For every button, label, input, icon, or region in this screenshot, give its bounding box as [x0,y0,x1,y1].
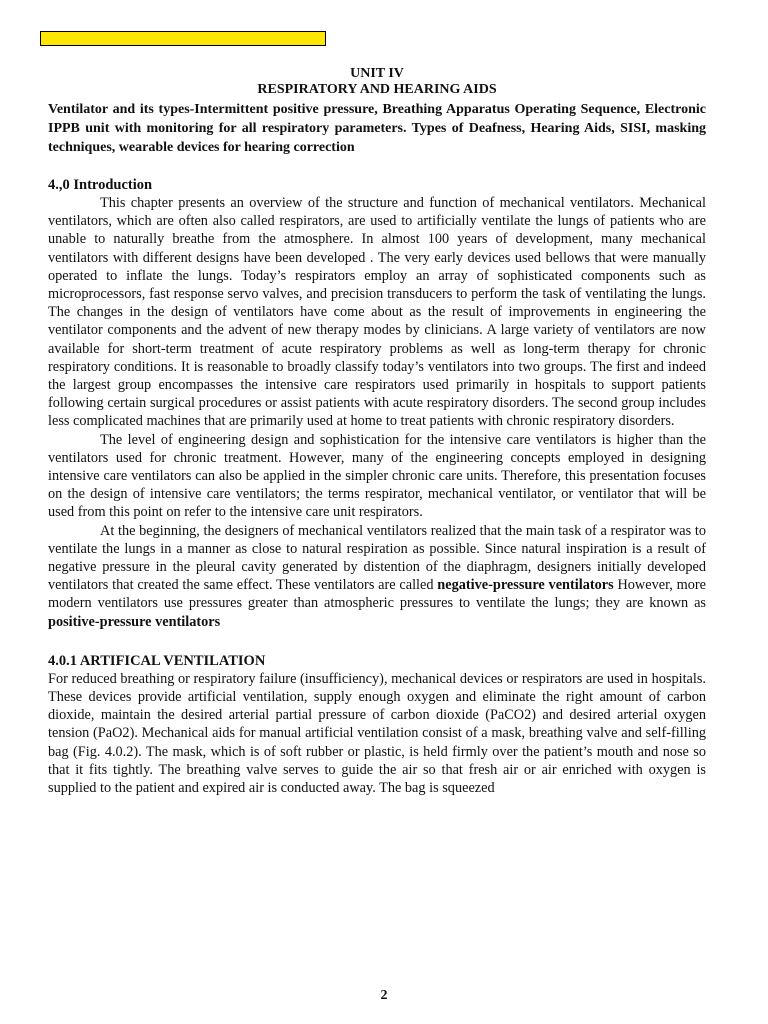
page-number: 2 [380,988,388,1003]
intro-paragraph-1: This chapter presents an overview of the structure and function of mechanical ventilators. Mechanical ventilators, which are often also called respirators, are used to artificially ventilate the lungs of patients who are unable to naturally breathe from the atmosphere. In almost 100 years of development, many mechanical ventilators with different designs have been developed . The very early devices used bellows that were manually operated to inflate the lungs. Today’s respirators employ an array of sophisticated components such as microprocessors, fast response servo valves, and precision transducers to perform the task of ventilating the lungs. The changes in the design of ventilators have come about as the result of improvements in engineering the ventilator components and the advent of new therapy modes by clinicians. A large variety of ventilators are now available for short-term treatment of acute respiratory problems as well as long-term therapy for chronic respiratory conditions. It is reasonable to broadly classify today’s ventilators into two groups. The first and indeed the largest group encompasses the intensive care respirators used primarily in hospitals to support patients following certain surgical procedures or assist patients with acute respiratory disorders. The second group includes less complicated machines that are primarily used at home to treat patients with chronic respiratory disorders. [48,195,706,430]
artificial-ventilation-paragraph-1: For reduced breathing or respiratory failure (insufficiency), mechanical devices or respirators are used in hospitals. These devices provide artificial ventilation, supply enough oxygen and eliminate the right amount of carbon dioxide, maintain the desired arterial partial pressure of carbon dioxide (PaCO2) and desired arterial oxygen tension (PaO2). Mechanical aids for manual artificial ventilation consist of a mask, breathing valve and self-filling bag (Fig. 4.0.2). The mask, which is of soft rubber or plastic, is held firmly over the patient’s mouth and nose so that it fits tightly. The breathing valve serves to guide the air so that fresh air or air enriched with oxygen is supplied to the patient and expired air is conducted away. The bag is squeezed [48,670,706,797]
unit-number: UNIT IV [350,66,404,81]
unit-title: RESPIRATORY AND HEARING AIDS [257,82,497,97]
negative-pressure-term: negative-pressure ventilators [437,577,614,594]
positive-pressure-term: positive-pressure ventilators [48,613,221,630]
artificial-ventilation-heading: 4.0.1 ARTIFICAL VENTILATION [48,652,266,669]
intro-paragraph-3-text-b: However, more modern ventilators use pressures greater than atmospheric pressures to ventilate the lungs; they are known as [48,577,707,612]
introduction-heading: 4.,0 Introduction [48,177,153,193]
intro-paragraph-3-text-a: At the beginning, the designers of mechanical ventilators realized that the main task of a respirator was to ventilate the lungs in a manner as close to natural respiration as possible. Since natural inspiration is a result of negative pressure in the pleural cavity generated by distention of the diaphragm, designers initially developed ventilators that created the same effect. These ventilators are called [48,522,706,594]
document-page [48,66,706,797]
highlight-bar [40,31,326,46]
intro-paragraph-2: The level of engineering design and sophistication for the intensive care ventilators is higher than the ventilators used for chronic treatment. However, many of the engineering concepts employed in designing intensive care ventilators can also be applied in the simpler chronic care units. Therefore, this presentation focuses on the design of intensive care ventilators; the terms respirator, mechanical ventilator, or ventilator that will be used from this point on refer to the intensive care unit respirators. [48,431,706,521]
syllabus-summary: Ventilator and its types-Intermittent positive pressure, Breathing Apparatus Operating Sequence, Electronic IPPB unit with monitoring for all respiratory parameters. Types of Deafness, Hearing Aids, SISI, masking techniques, wearable devices for hearing correction [48,102,706,155]
intro-paragraph-3 [48,522,706,631]
